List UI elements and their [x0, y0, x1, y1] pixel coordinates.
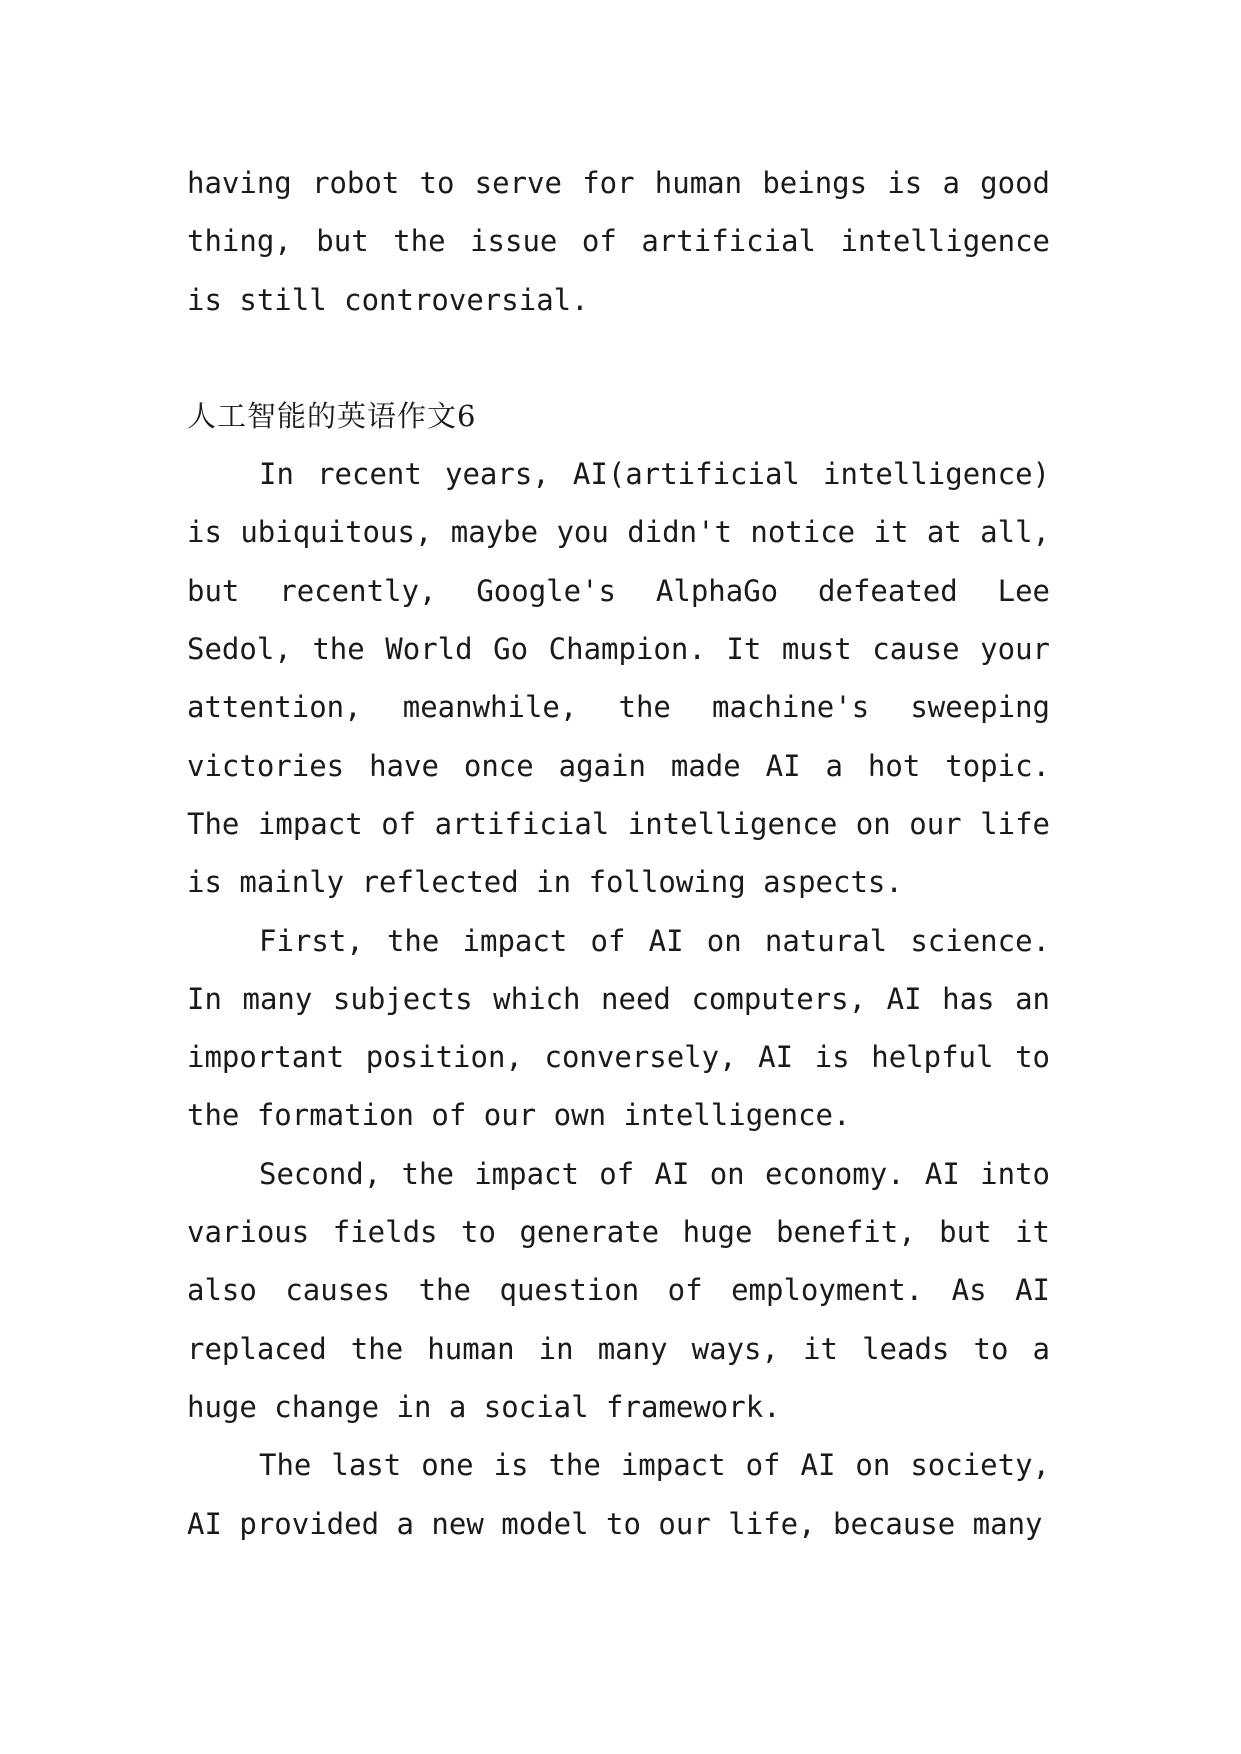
- paragraph-society: The last one is the impact of AI on society, AI provided a new model to our life, because many: [187, 1448, 1050, 1541]
- paragraph-intro: In recent years, AI(artificial intelligence) is ubiquitous, maybe you didn't notice it at all, but recently, Google's AlphaGo defeated Lee Sedol, the World Go Champion. It must cause your attention, meanwhile, the machine's sweeping victories have once again made AI a hot topic. The impact of artificial intelligence on our life is mainly reflected in following aspects.: [187, 457, 1050, 900]
- paragraph-natural-science: First, the impact of AI on natural science. In many subjects which need computers, AI has an important position, conversely, AI is helpful to the formation of our own intelligence.: [187, 923, 1050, 1133]
- document-body: [187, 154, 1050, 1553]
- paragraph-economy: Second, the impact of AI on economy. AI into various fields to generate huge benefit, but it also causes the question of employment. As AI replaced the human in many ways, it leads to a huge change in a social framework.: [187, 1156, 1050, 1424]
- continued-paragraph: having robot to serve for human beings is a good thing, but the issue of artificial intelligence is still controversial.: [187, 166, 1050, 317]
- essay-heading: 人工智能的英语作文6: [187, 398, 477, 433]
